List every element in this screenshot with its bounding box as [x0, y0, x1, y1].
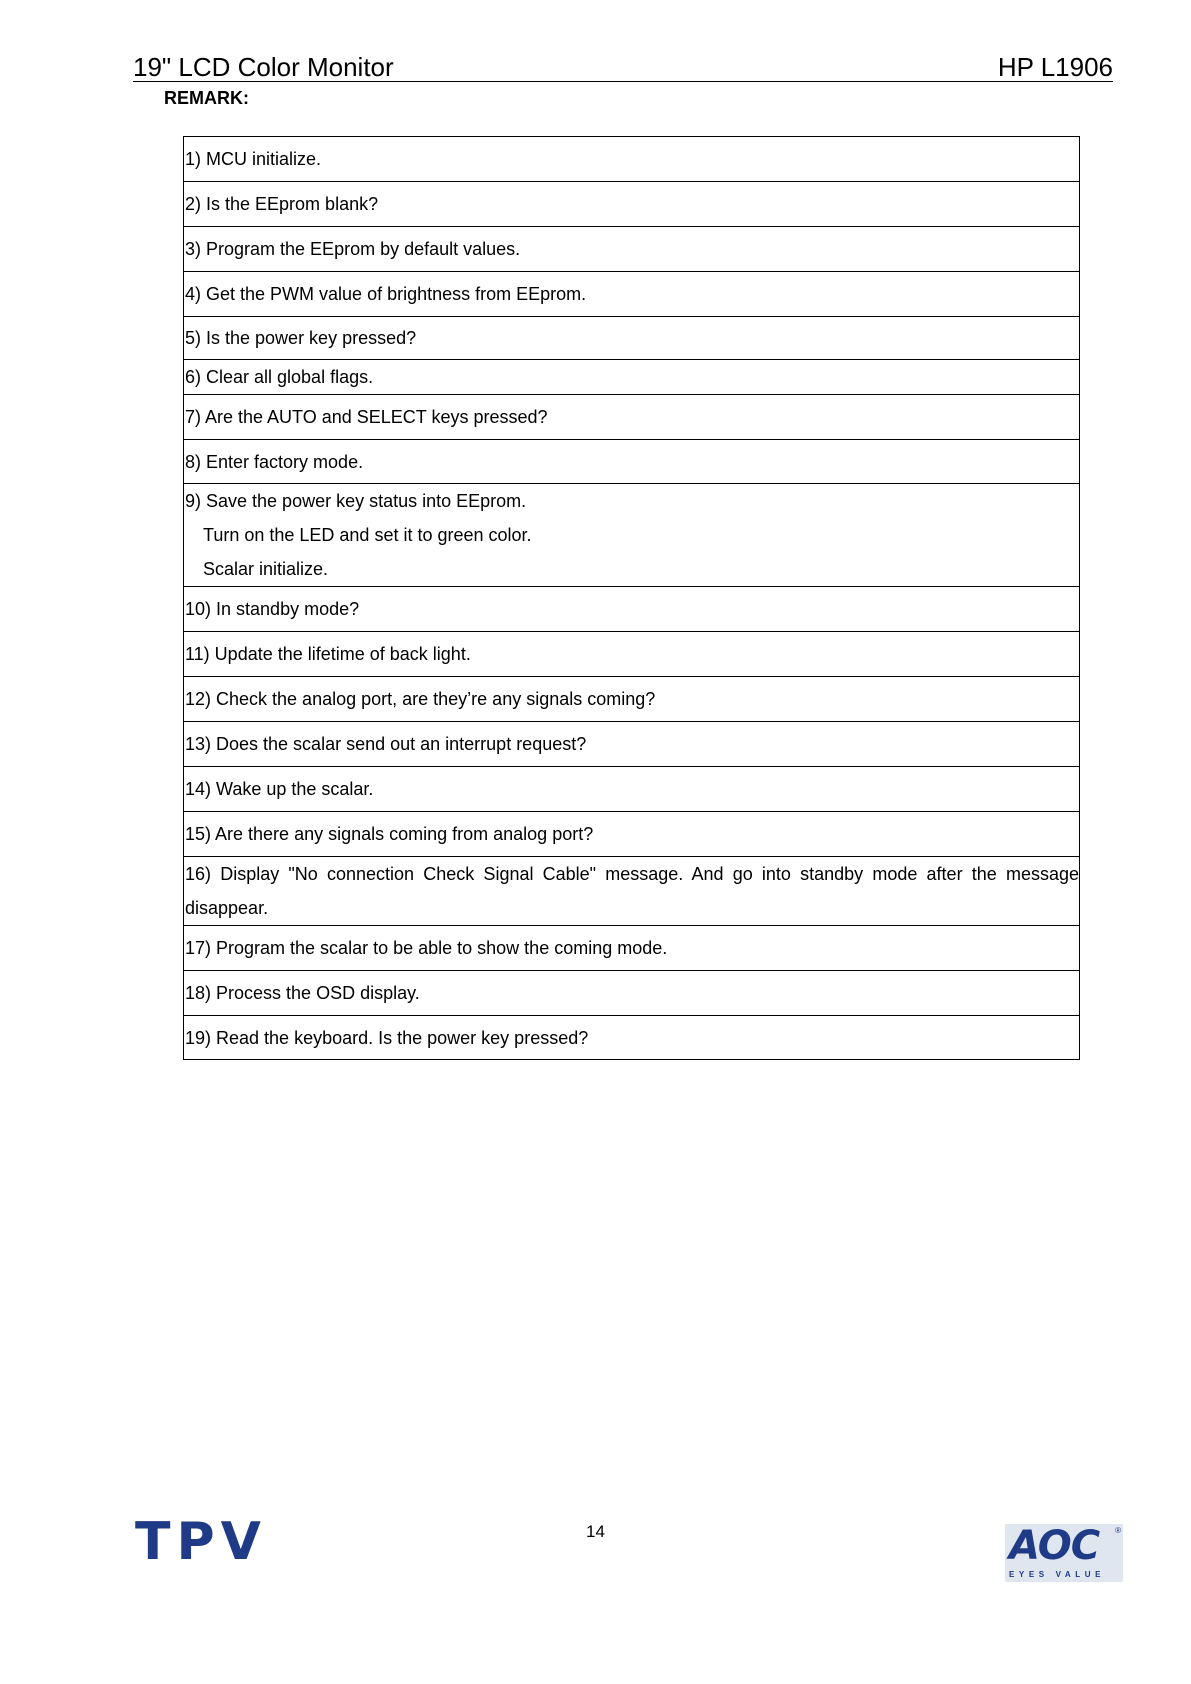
model-name: HP L1906 [997, 52, 1113, 82]
step-row [184, 971, 1080, 1016]
step-row [184, 587, 1080, 632]
step-row [184, 395, 1080, 440]
step-row [184, 1016, 1080, 1060]
step-row [184, 677, 1080, 722]
step-cell [184, 722, 1080, 767]
step-text: 6) Clear all global flags. [185, 367, 374, 387]
page-number: 14 [586, 1522, 605, 1541]
step-text: 16) Display "No connection Check Signal Cable" message. And go into standby mode after the message disappear. [185, 864, 1079, 918]
page-header [133, 49, 1113, 82]
remark-steps-table [183, 136, 1080, 1060]
step-row [184, 440, 1080, 484]
step-row [184, 767, 1080, 812]
step-text: 4) Get the PWM value of brightness from EEprom. [185, 284, 587, 304]
step-text: 10) In standby mode? [185, 599, 360, 619]
step-row [184, 812, 1080, 857]
step-cell [184, 182, 1080, 227]
step-text-continuation: Turn on the LED and set it to green color. [203, 525, 532, 545]
remark-label: REMARK: [164, 88, 249, 108]
step-text: 12) Check the analog port, are they’re any signals coming? [185, 689, 656, 709]
step-cell [184, 484, 1080, 587]
step-text: 5) Is the power key pressed? [185, 328, 417, 348]
step-text: 13) Does the scalar send out an interrupt request? [185, 734, 587, 754]
step-text: 19) Read the keyboard. Is the power key pressed? [185, 1027, 589, 1048]
step-cell [184, 767, 1080, 812]
step-text: 17) Program the scalar to be able to show the coming mode. [185, 938, 668, 958]
step-text: 18) Process the OSD display. [185, 983, 420, 1003]
step-row [184, 360, 1080, 395]
step-row [184, 317, 1080, 360]
step-row [184, 137, 1080, 182]
step-row [184, 272, 1080, 317]
aoc-tagline: EYES VALUE [1009, 1570, 1106, 1579]
step-text: 14) Wake up the scalar. [185, 779, 374, 799]
step-cell [184, 857, 1080, 926]
step-row [184, 182, 1080, 227]
aoc-logo-text: AOC [1009, 1523, 1100, 1569]
step-row [184, 227, 1080, 272]
step-text: 2) Is the EEprom blank? [185, 194, 379, 214]
document-title: 19" LCD Color Monitor [133, 52, 394, 82]
step-text: 7) Are the AUTO and SELECT keys pressed? [185, 407, 548, 427]
step-cell [184, 587, 1080, 632]
step-row [184, 632, 1080, 677]
step-cell [184, 971, 1080, 1016]
tpv-logo: TPV [135, 1512, 267, 1572]
step-text: 15) Are there any signals coming from analog port? [185, 824, 594, 844]
step-text: 8) Enter factory mode. [185, 451, 364, 472]
step-text: 3) Program the EEprom by default values. [185, 239, 521, 259]
step-cell [184, 1016, 1080, 1060]
step-cell [184, 677, 1080, 722]
step-cell [184, 440, 1080, 484]
step-text: 11) Update the lifetime of back light. [185, 644, 471, 664]
step-row [184, 857, 1080, 926]
step-row [184, 722, 1080, 767]
step-cell [184, 137, 1080, 182]
step-cell [184, 812, 1080, 857]
step-row [184, 926, 1080, 971]
aoc-registered-mark: ® [1115, 1526, 1121, 1535]
step-text: 1) MCU initialize. [185, 149, 322, 169]
step-cell [184, 272, 1080, 317]
step-row [184, 484, 1080, 587]
aoc-logo [1005, 1524, 1123, 1582]
step-text: 9) Save the power key status into EEprom. [185, 491, 527, 511]
step-cell [184, 227, 1080, 272]
step-cell [184, 395, 1080, 440]
step-cell [184, 317, 1080, 360]
step-cell [184, 926, 1080, 971]
step-cell [184, 632, 1080, 677]
step-cell [184, 360, 1080, 395]
step-text-continuation: Scalar initialize. [203, 559, 329, 579]
